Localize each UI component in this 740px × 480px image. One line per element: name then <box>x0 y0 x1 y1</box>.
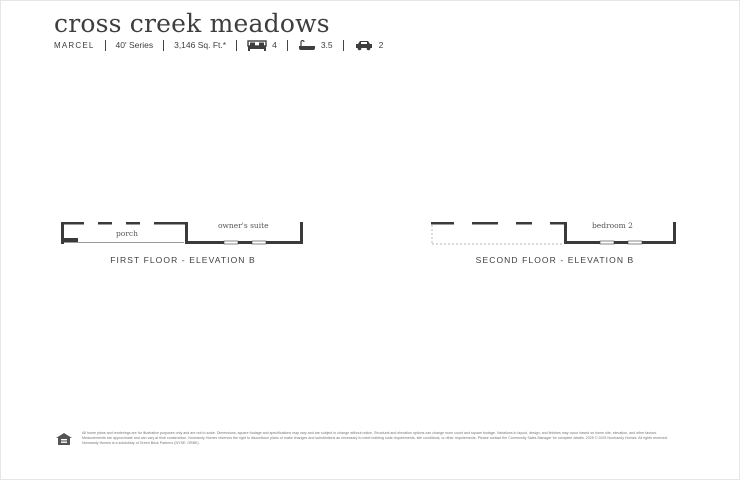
series-label: 40' Series <box>115 40 154 50</box>
divider <box>343 40 344 51</box>
divider <box>163 40 164 51</box>
divider <box>287 40 288 51</box>
first-floor-caption: FIRST FLOOR - ELEVATION B <box>110 255 256 265</box>
room-label-bedroom-2: bedroom 2 <box>592 221 633 230</box>
bedroom-wall <box>564 222 567 244</box>
bedroom-window <box>600 241 614 244</box>
divider <box>105 40 106 51</box>
garage-spec <box>354 40 384 51</box>
model-name: MARCEL <box>54 40 95 50</box>
garage-count: 2 <box>378 40 384 50</box>
baths-spec <box>298 40 333 51</box>
upper-opening <box>454 222 472 225</box>
porch-opening <box>84 222 98 225</box>
upper-opening <box>532 222 550 225</box>
second-floor-plan <box>428 218 682 248</box>
bed-icon <box>247 40 267 51</box>
porch-edge <box>64 242 184 243</box>
suite-wall <box>185 241 303 244</box>
porch-post <box>61 222 64 244</box>
first-floor-plan <box>58 218 310 248</box>
suite-window <box>224 241 238 244</box>
suite-window <box>252 241 266 244</box>
room-label-owners-suite: owner's suite <box>218 221 269 230</box>
community-title: cross creek meadows <box>54 9 330 38</box>
baths-count: 3.5 <box>320 40 333 50</box>
bedroom-wall <box>564 241 676 244</box>
suite-wall <box>185 222 188 244</box>
upper-opening <box>498 222 516 225</box>
beds-count: 4 <box>272 40 277 50</box>
porch-opening <box>140 222 154 225</box>
room-label-porch: porch <box>116 229 138 238</box>
second-floor-caption: SECOND FLOOR - ELEVATION B <box>475 255 635 265</box>
equal-housing-icon <box>55 432 73 446</box>
sqft-label: 3,146 Sq. Ft.* <box>174 40 227 50</box>
beds-spec <box>247 40 277 51</box>
bedroom-window <box>628 241 642 244</box>
bedroom-wall <box>673 222 676 244</box>
divider <box>236 40 237 51</box>
suite-wall <box>300 222 303 244</box>
porch-opening <box>112 222 126 225</box>
spec-bar <box>54 38 383 52</box>
legal-disclaimer: All home plans and renderings are for illustrative purposes only and are not to scale. Dimensions, square footage and specifications may vary and are subject to change without notice. Structural and elevation options can change room count and square footage. Variations in layout, design, and finishes may occur based on home site, elevation, and other factors. Measurements are approximate and can vary at final construction. Normandy Homes reserves the right to discontinue plans or make changes and substitutions as necessary to meet building code requirements, site conditions, or other requirements. Please contact the Community Sales Manager for complete details. 2025 © 2025 Normandy Homes. All rights reserved. Normandy Homes is a subsidiary of Green Brick Partners (NYSE: GRBK). <box>82 431 668 446</box>
car-icon <box>354 40 374 51</box>
bath-icon <box>298 40 316 51</box>
